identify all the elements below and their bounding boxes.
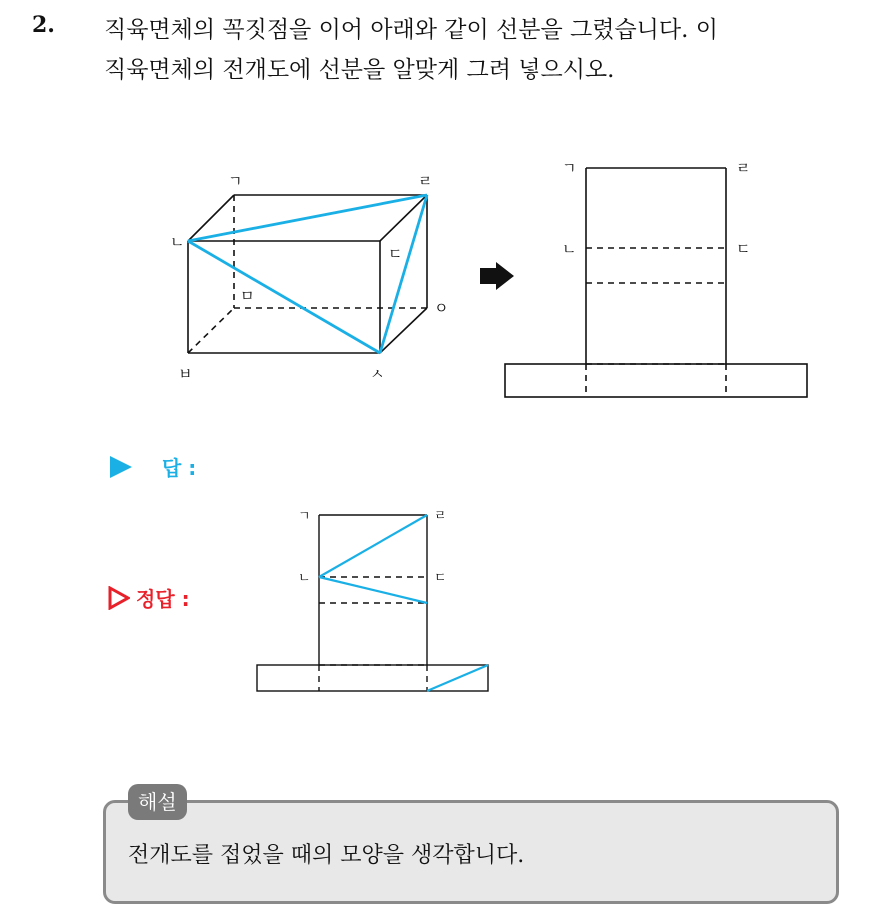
answer-net-label-g: ㄱ — [298, 509, 311, 524]
answer-net-label-d: ㄷ — [434, 571, 447, 586]
answer-segment — [319, 515, 427, 577]
answer-net-label-n: ㄴ — [298, 571, 311, 586]
vertex-label-n: ㄴ — [170, 233, 185, 251]
vertex-label-s: ㅅ — [370, 365, 385, 383]
play-triangle-icon — [110, 456, 132, 478]
net-bottom-strip — [505, 364, 807, 397]
vertex-label-b: ㅂ — [178, 365, 193, 383]
net-label-n: ㄴ — [562, 240, 577, 258]
answer-row — [110, 452, 196, 481]
net-label-r: ㄹ — [736, 159, 751, 177]
net-label-g: ㄱ — [562, 159, 577, 177]
answer-net-bottom-strip — [257, 665, 488, 691]
net-figure — [505, 168, 807, 397]
cuboid-blue-segments — [188, 195, 427, 353]
question-line-2: 직육면체의 전개도에 선분을 알맞게 그려 넣으시오. — [104, 57, 615, 83]
vertex-label-d: ㄷ — [388, 245, 403, 263]
answer-segment — [319, 577, 427, 603]
vertex-label-g: ㄱ — [228, 172, 243, 190]
answer-net-figure — [257, 515, 488, 691]
correct-answer-row — [108, 583, 190, 612]
vertex-label-m: ㅁ — [240, 287, 255, 305]
right-arrow-icon — [480, 262, 514, 290]
outline-triangle-icon — [108, 586, 130, 610]
answer-label: 답 : — [162, 456, 197, 480]
segment-n-r — [188, 195, 427, 241]
explanation-tag: 해설 — [128, 784, 187, 820]
explanation-text: 전개도를 접었을 때의 모양을 생각합니다. — [128, 843, 525, 868]
vertex-label-o: ㅇ — [434, 299, 449, 317]
vertex-label-r: ㄹ — [418, 172, 433, 190]
question-number: 2. — [32, 12, 55, 38]
net-label-d: ㄷ — [736, 240, 751, 258]
segment-n-s — [188, 241, 380, 353]
answer-segment — [427, 665, 488, 691]
answer-net-label-r: ㄹ — [434, 509, 447, 524]
correct-answer-label: 정답 : — [136, 587, 190, 611]
question-line-1: 직육면체의 꼭짓점을 이어 아래와 같이 선분을 그렸습니다. 이 — [104, 17, 718, 43]
cuboid-hidden-edge — [188, 308, 234, 353]
